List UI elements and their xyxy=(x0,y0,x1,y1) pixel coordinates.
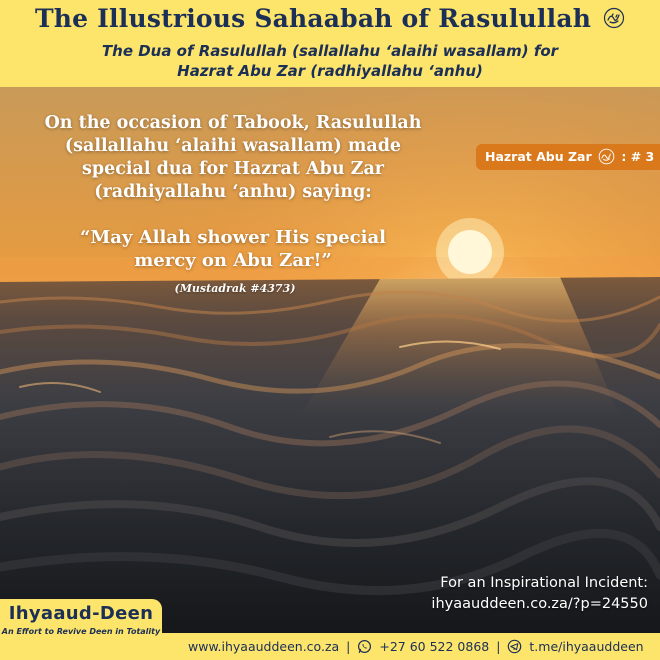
logo-tagline: An Effort to Revive Deen in Totality xyxy=(1,627,161,636)
narration-text xyxy=(28,112,438,204)
whatsapp-icon xyxy=(357,639,372,654)
subtitle-line-1: The Dua of Rasulullah (sallallahu ‘alaihi wasallam) for xyxy=(101,42,559,60)
brand-logo xyxy=(0,599,162,660)
series-badge xyxy=(476,144,660,170)
hadith-reference: (Mustadrak #4373) xyxy=(174,282,296,295)
footer-separator: | xyxy=(496,639,501,654)
incident-label: For an Inspirational Incident: xyxy=(440,575,648,591)
quote-line-1: “May Allah shower His special xyxy=(80,227,386,248)
incident-callout xyxy=(348,573,648,615)
contact-footer xyxy=(162,633,660,660)
website-link[interactable]: www.ihyaauddeen.co.za xyxy=(188,639,340,654)
salutation-seal-icon xyxy=(598,148,615,165)
dua-quote xyxy=(48,226,418,272)
subtitle-line-2: Hazrat Abu Zar (radhiyallahu ‘anhu) xyxy=(177,62,483,80)
page-subtitle xyxy=(40,41,620,81)
quote-line-2: mercy on Abu Zar!” xyxy=(134,250,332,271)
page-title xyxy=(0,4,660,33)
badge-number: : # 3 xyxy=(621,149,655,164)
salutation-seal-icon xyxy=(603,7,625,29)
badge-name: Hazrat Abu Zar xyxy=(485,149,592,164)
narration-line-2: (sallallahu ‘alaihi wasallam) made xyxy=(64,136,402,156)
header-banner xyxy=(0,0,660,87)
title-text: The Illustrious Sahaabah of Rasulullah xyxy=(34,4,592,33)
incident-link[interactable]: ihyaauddeen.co.za/?p=24550 xyxy=(431,596,648,612)
telegram-icon xyxy=(507,639,522,654)
narration-line-3: special dua for Hazrat Abu Zar xyxy=(81,159,385,179)
narration-line-4: (radhiyallahu ‘anhu) saying: xyxy=(94,182,372,202)
footer-separator: | xyxy=(346,639,351,654)
telegram-link[interactable]: t.me/ihyaauddeen xyxy=(529,639,644,654)
phone-number[interactable]: +27 60 522 0868 xyxy=(379,639,490,654)
logo-name: Ihyaaud-Deen xyxy=(8,603,154,624)
narration-line-1: On the occasion of Tabook, Rasulullah xyxy=(44,113,422,133)
